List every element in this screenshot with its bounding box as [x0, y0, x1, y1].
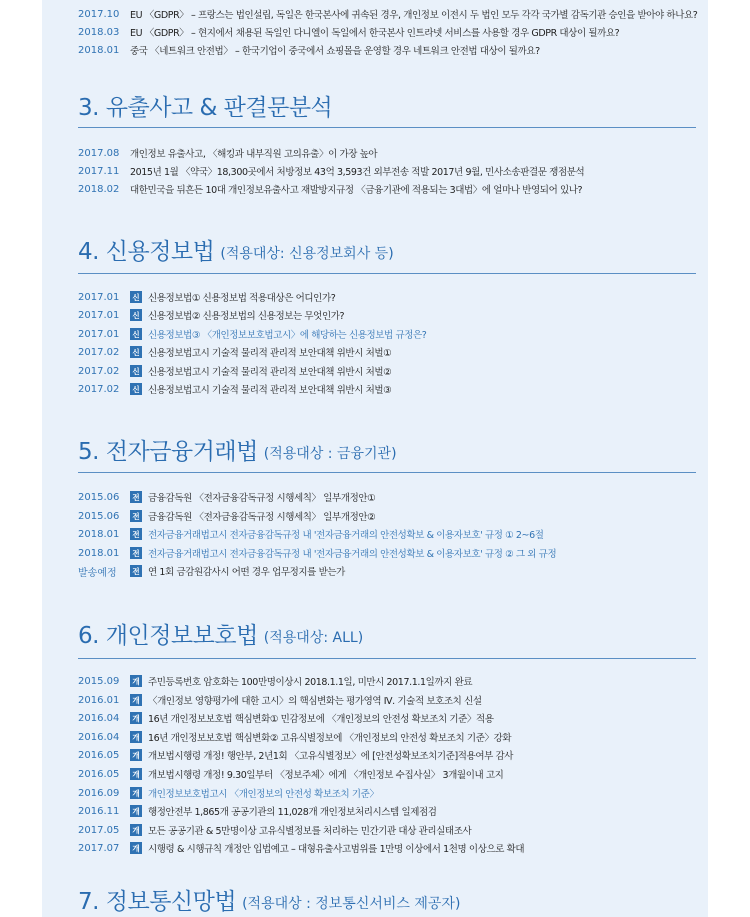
section-heading	[78, 86, 332, 122]
list-item[interactable]	[78, 162, 584, 180]
category-badge: 전	[130, 528, 142, 540]
item-date: 2018.01	[78, 547, 120, 559]
section-title: 3. 유출사고 & 판결문분석	[78, 95, 333, 121]
list-item[interactable]	[78, 180, 582, 198]
item-title-link[interactable]: EU 〈GDPR〉 – 현지에서 채용된 독일인 다니엘이 독일에서 한국본사 인트라넷 서비스를 사용할 경우 GDPR 대상이 될까요?	[130, 28, 620, 39]
section-heading	[78, 614, 363, 650]
item-title-link[interactable]: 개인정보보호법고시 〈개인정보의 안전성 확보조치 기준〉	[148, 789, 379, 800]
list-item[interactable]	[78, 691, 482, 709]
section-subtitle: (적용대상: ALL)	[263, 630, 364, 646]
category-badge: 전	[130, 491, 142, 503]
list-item[interactable]	[78, 343, 391, 361]
item-date: 2016.04	[78, 712, 120, 724]
list-item[interactable]	[78, 41, 540, 59]
item-title-link[interactable]: 신용정보법② 신용정보법의 신용정보는 무엇인가?	[148, 311, 345, 322]
section-subtitle: (적용대상 : 정보통신서비스 제공자)	[242, 896, 461, 912]
category-badge: 신	[130, 383, 142, 395]
section-subtitle: (적용대상: 신용정보회사 등)	[220, 246, 394, 262]
item-date: 2016.01	[78, 694, 120, 706]
section-divider	[78, 273, 696, 274]
category-badge: 신	[130, 309, 142, 321]
item-date: 2017.05	[78, 824, 120, 836]
item-date: 발송예정	[78, 567, 117, 579]
section-title: 6. 개인정보보호법	[78, 623, 258, 649]
item-title-link[interactable]: 〈개인정보 영향평가에 대한 고시〉의 핵심변화는 평가영역 Ⅳ. 기술적 보호조치 신설	[148, 696, 482, 707]
item-title-link[interactable]: 대한민국을 뒤흔든 10대 개인정보유출사고 재발방지규정 〈금융기관에 적용되는 3대법〉에 얼마나 반영되어 있나?	[130, 185, 583, 196]
item-date: 2017.01	[78, 328, 120, 340]
category-badge: 개	[130, 842, 142, 854]
list-item[interactable]	[78, 144, 377, 162]
list-item[interactable]	[78, 306, 344, 324]
item-title-link[interactable]: 신용정보법③ 〈개인정보보호법고시〉에 해당하는 신용정보법 규정은?	[148, 330, 427, 341]
item-date: 2016.11	[78, 805, 120, 817]
section-divider	[78, 472, 696, 473]
list-item[interactable]	[78, 544, 556, 562]
category-badge: 전	[130, 565, 142, 577]
item-title-link[interactable]: 중국 〈네트워크 안전법〉 – 한국기업이 중국에서 쇼핑몰을 운영할 경우 네트워크 안전법 대상이 될까요?	[130, 46, 540, 57]
item-title-link[interactable]: 금융감독원 〈전자금융감독규정 시행세칙〉 일부개정안②	[148, 512, 376, 523]
list-item[interactable]	[78, 288, 335, 306]
item-title-link[interactable]: 신용정보법고시 기술적 물리적 관리적 보안대책 위반시 처벌③	[148, 385, 392, 396]
category-badge: 개	[130, 768, 142, 780]
category-badge: 신	[130, 346, 142, 358]
item-date: 2017.02	[78, 383, 120, 395]
list-item[interactable]	[78, 23, 619, 41]
list-item[interactable]	[78, 672, 472, 690]
item-title-link[interactable]: 개보법시행령 개정! 행안부, 2년1회 〈고유식별정보〉에 [안전성확보조치기준]적용여부 감사	[148, 751, 514, 762]
category-badge: 개	[130, 694, 142, 706]
item-date: 2015.06	[78, 491, 120, 503]
item-title-link[interactable]: 주민등록번호 암호화는 100만명이상시 2018.1.1일, 미만시 2017.1.1일까지 완료	[148, 677, 473, 688]
item-date: 2015.09	[78, 675, 120, 687]
item-date: 2017.07	[78, 842, 120, 854]
item-date: 2017.01	[78, 291, 120, 303]
list-item[interactable]	[78, 562, 345, 580]
list-item[interactable]	[78, 5, 697, 23]
list-item[interactable]	[78, 728, 511, 746]
item-title-link[interactable]: 개보법시행령 개정! 9.30일부터 〈정보주체〉에게 〈개인정보 수집사실〉 3개월이내 고지	[148, 770, 504, 781]
category-badge: 개	[130, 749, 142, 761]
item-title-link[interactable]: EU 〈GDPR〉 – 프랑스는 법인설립, 독일은 한국본사에 귀속된 경우, 개인정보 이전시 두 법인 모두 각각 국가별 감독기관 승인을 받아야 하나요?	[130, 10, 698, 21]
category-badge: 전	[130, 510, 142, 522]
item-date: 2017.01	[78, 309, 120, 321]
list-item[interactable]	[78, 362, 391, 380]
item-date: 2015.06	[78, 510, 120, 522]
item-date: 2017.02	[78, 365, 120, 377]
category-badge: 개	[130, 675, 142, 687]
category-badge: 신	[130, 365, 142, 377]
list-item[interactable]	[78, 746, 513, 764]
item-date: 2016.05	[78, 749, 120, 761]
category-badge: 개	[130, 824, 142, 836]
category-badge: 전	[130, 547, 142, 559]
item-date: 2017.10	[78, 8, 120, 20]
category-badge: 개	[130, 712, 142, 724]
item-date: 2018.02	[78, 183, 120, 195]
item-title-link[interactable]: 신용정보법고시 기술적 물리적 관리적 보안대책 위반시 처벌②	[148, 367, 392, 378]
category-badge: 신	[130, 328, 142, 340]
list-item[interactable]	[78, 380, 391, 398]
list-item[interactable]	[78, 802, 437, 820]
section-heading	[78, 230, 394, 266]
item-title-link[interactable]: 16년 개인정보보호법 핵심변화① 민감정보에 〈개인정보의 안전성 확보조치 기준〉적용	[148, 714, 494, 725]
category-badge: 개	[130, 787, 142, 799]
list-item[interactable]	[78, 525, 544, 543]
section-title: 4. 신용정보법	[78, 239, 215, 265]
item-title-link[interactable]: 개인정보 유출사고, 〈해킹과 내부직원 고의유출〉이 가장 높아	[130, 149, 378, 160]
item-date: 2017.11	[78, 165, 120, 177]
item-title-link[interactable]: 신용정보법고시 기술적 물리적 관리적 보안대책 위반시 처벌①	[148, 348, 392, 359]
list-item[interactable]	[78, 839, 524, 857]
list-item[interactable]	[78, 784, 379, 802]
list-item[interactable]	[78, 709, 494, 727]
section-divider	[78, 127, 696, 128]
section-subtitle: (적용대상 : 금융기관)	[263, 446, 397, 462]
item-date: 2018.03	[78, 26, 120, 38]
section-heading	[78, 880, 460, 916]
list-item[interactable]	[78, 821, 471, 839]
item-title-link[interactable]: 시행령 & 시행규칙 개정안 입법예고 – 대형유출사고범위를 1만명 이상에서 1천명 이상으로 확대	[148, 844, 525, 855]
category-badge: 신	[130, 291, 142, 303]
item-title-link[interactable]: 16년 개인정보보호법 핵심변화② 고유식별정보에 〈개인정보의 안전성 확보조치 기준〉강화	[148, 733, 512, 744]
item-title-link[interactable]: 신용정보법① 신용정보법 적용대상은 어디인가?	[148, 293, 336, 304]
section-title: 7. 정보통신망법	[78, 889, 237, 915]
item-date: 2016.04	[78, 731, 120, 743]
item-date: 2018.01	[78, 44, 120, 56]
list-item[interactable]	[78, 488, 375, 506]
item-date: 2018.01	[78, 528, 120, 540]
item-title-link[interactable]: 전자금융거래법고시 전자금융감독규정 내 '전자금융거래의 안전성확보 & 이용자보호' 규정 ① 2~6절	[148, 530, 544, 541]
section-title: 5. 전자금융거래법	[78, 439, 258, 465]
category-badge: 개	[130, 805, 142, 817]
section-heading	[78, 430, 397, 466]
list-item[interactable]	[78, 765, 503, 783]
item-title-link[interactable]: 모든 공공기관 & 5만명이상 고유식별정보를 처리하는 민간기관 대상 관리실태조사	[148, 826, 472, 837]
list-item[interactable]	[78, 325, 426, 343]
item-title-link[interactable]: 연 1회 금감원감사시 어떤 경우 업무정지를 받는가	[148, 567, 345, 578]
item-date: 2016.09	[78, 787, 120, 799]
category-badge: 개	[130, 731, 142, 743]
item-title-link[interactable]: 금융감독원 〈전자금융감독규정 시행세칙〉 일부개정안①	[148, 493, 376, 504]
list-item[interactable]	[78, 507, 375, 525]
item-title-link[interactable]: 전자금융거래법고시 전자금융감독규정 내 '전자금융거래의 안전성확보 & 이용자보호' 규정 ② 그 외 규정	[148, 549, 557, 560]
item-title-link[interactable]: 2015년 1월 〈약국〉18,300곳에서 처방정보 43억 3,593건 외부전송 적발 2017년 9월, 민사소송판결문 쟁점분석	[130, 167, 585, 178]
item-date: 2016.05	[78, 768, 120, 780]
item-date: 2017.02	[78, 346, 120, 358]
item-date: 2017.08	[78, 147, 120, 159]
item-title-link[interactable]: 행정안전부 1,865개 공공기관의 11,028개 개인정보처리시스템 일제점검	[148, 807, 437, 818]
section-divider	[78, 658, 696, 659]
